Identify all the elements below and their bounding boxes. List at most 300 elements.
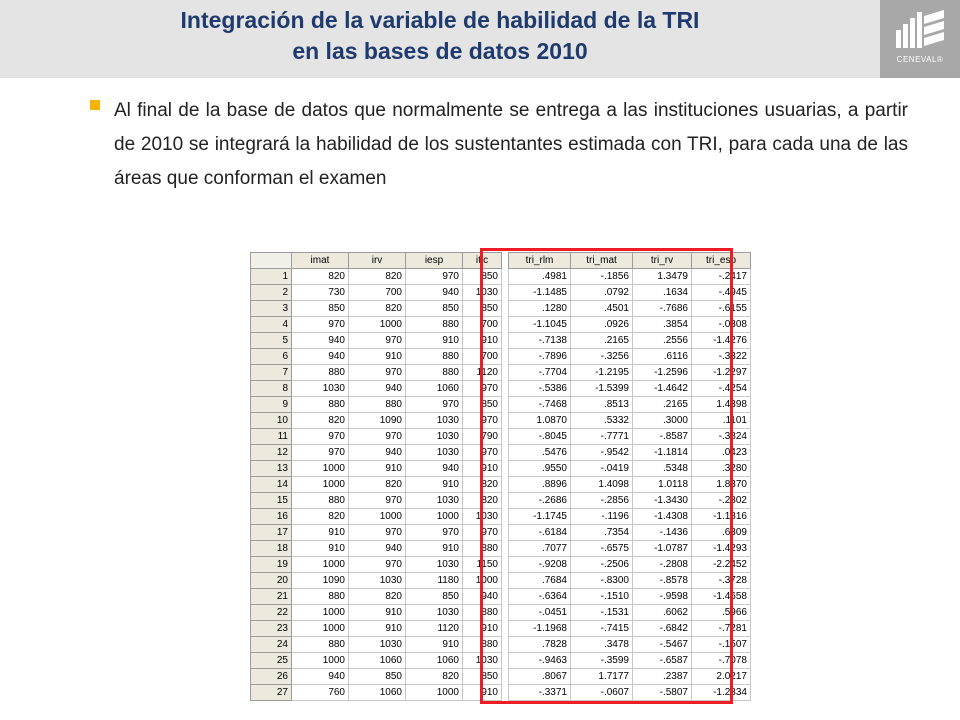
cell-tri-rlm[interactable]: -1.1485: [509, 285, 571, 301]
row-number[interactable]: 12: [251, 445, 292, 461]
table-row: [251, 653, 751, 669]
column-gap: [502, 365, 509, 381]
cell-irv[interactable]: 910: [349, 461, 406, 477]
cell-imat[interactable]: 880: [292, 397, 349, 413]
column-gap: [502, 621, 509, 637]
cell-tri-rlm[interactable]: -.6364: [509, 589, 571, 605]
cell-iesp[interactable]: 1030: [406, 493, 463, 509]
cell-tri-rv[interactable]: -.8587: [633, 429, 692, 445]
cell-tri-rv[interactable]: .3000: [633, 413, 692, 429]
cell-tri-rlm[interactable]: .4981: [509, 269, 571, 285]
cell-tri-rv[interactable]: -.5807: [633, 685, 692, 701]
corner-cell: [251, 253, 292, 269]
cell-imat[interactable]: 910: [292, 525, 349, 541]
cell-iesp[interactable]: 1030: [406, 445, 463, 461]
row-number[interactable]: 10: [251, 413, 292, 429]
cell-iesp[interactable]: 940: [406, 285, 463, 301]
cell-irv[interactable]: 880: [349, 397, 406, 413]
cell-tri-rv[interactable]: .5348: [633, 461, 692, 477]
cell-tri-rlm[interactable]: .1280: [509, 301, 571, 317]
cell-itic[interactable]: 1030: [463, 509, 502, 525]
cell-tri-mat[interactable]: -.7415: [571, 621, 633, 637]
cell-tri-rv[interactable]: -.5467: [633, 637, 692, 653]
cell-tri-rlm[interactable]: -.7704: [509, 365, 571, 381]
cell-imat[interactable]: 910: [292, 541, 349, 557]
cell-iesp[interactable]: 880: [406, 317, 463, 333]
cell-iesp[interactable]: 1030: [406, 413, 463, 429]
cell-tri-rv[interactable]: .3854: [633, 317, 692, 333]
cell-iesp[interactable]: 970: [406, 397, 463, 413]
cell-imat[interactable]: 1090: [292, 573, 349, 589]
cell-tri-rv[interactable]: -1.3430: [633, 493, 692, 509]
column-gap: [502, 461, 509, 477]
cell-imat[interactable]: 1030: [292, 381, 349, 397]
cell-iesp[interactable]: 910: [406, 333, 463, 349]
cell-iesp[interactable]: 970: [406, 525, 463, 541]
cell-tri-rv[interactable]: .2387: [633, 669, 692, 685]
cell-tri-esp[interactable]: .3280: [692, 461, 751, 477]
cell-tri-rlm[interactable]: -1.1968: [509, 621, 571, 637]
column-gap: [502, 429, 509, 445]
cell-iesp[interactable]: 880: [406, 349, 463, 365]
cell-irv[interactable]: 700: [349, 285, 406, 301]
cell-irv[interactable]: 850: [349, 669, 406, 685]
cell-tri-rlm[interactable]: -.6184: [509, 525, 571, 541]
cell-tri-mat[interactable]: .8513: [571, 397, 633, 413]
cell-iesp[interactable]: 910: [406, 477, 463, 493]
cell-tri-rv[interactable]: -1.0787: [633, 541, 692, 557]
cell-irv[interactable]: 970: [349, 429, 406, 445]
column-gap: [502, 653, 509, 669]
row-number[interactable]: 8: [251, 381, 292, 397]
row-number[interactable]: 2: [251, 285, 292, 301]
cell-itic[interactable]: 1030: [463, 285, 502, 301]
cell-tri-mat[interactable]: -.3256: [571, 349, 633, 365]
col-header-iesp[interactable]: iesp: [406, 253, 463, 269]
cell-tri-rlm[interactable]: .7828: [509, 637, 571, 653]
table-body: [251, 269, 751, 701]
cell-irv[interactable]: 970: [349, 525, 406, 541]
cell-tri-rlm[interactable]: -.8045: [509, 429, 571, 445]
cell-tri-rv[interactable]: -.7686: [633, 301, 692, 317]
cell-itic[interactable]: 850: [463, 301, 502, 317]
ceneval-logo: [880, 0, 960, 78]
cell-tri-esp[interactable]: .1101: [692, 413, 751, 429]
cell-iesp[interactable]: 910: [406, 541, 463, 557]
cell-tri-mat[interactable]: .2165: [571, 333, 633, 349]
cell-tri-rlm[interactable]: -.2686: [509, 493, 571, 509]
row-number[interactable]: 18: [251, 541, 292, 557]
cell-iesp[interactable]: 1120: [406, 621, 463, 637]
cell-imat[interactable]: 730: [292, 285, 349, 301]
row-number[interactable]: 11: [251, 429, 292, 445]
body-paragraph: Al final de la base de datos que normalmente se entrega a las instituciones usuarias, a partir de 2010 se integrará la habilidad de los sustentantes estimada con TRI, para cada una de las áreas que conforman el examen: [114, 100, 908, 189]
cell-itic[interactable]: 1120: [463, 365, 502, 381]
cell-iesp[interactable]: 1030: [406, 557, 463, 573]
ceneval-logo-icon: [894, 8, 946, 54]
column-gap: [502, 413, 509, 429]
column-gap: [502, 477, 509, 493]
row-number[interactable]: 15: [251, 493, 292, 509]
table-row: [251, 477, 751, 493]
col-header-tri-rlm[interactable]: tri_rlm: [509, 253, 571, 269]
cell-tri-mat[interactable]: -.9542: [571, 445, 633, 461]
cell-imat[interactable]: 880: [292, 493, 349, 509]
cell-irv[interactable]: 1060: [349, 653, 406, 669]
cell-tri-esp[interactable]: -.0308: [692, 317, 751, 333]
cell-tri-rlm[interactable]: .5476: [509, 445, 571, 461]
cell-itic[interactable]: 880: [463, 605, 502, 621]
cell-itic[interactable]: 970: [463, 525, 502, 541]
cell-irv[interactable]: 910: [349, 605, 406, 621]
cell-tri-rv[interactable]: -.6587: [633, 653, 692, 669]
table-row: [251, 509, 751, 525]
cell-tri-rv[interactable]: .2556: [633, 333, 692, 349]
row-number[interactable]: 7: [251, 365, 292, 381]
column-gap: [502, 445, 509, 461]
table-row: [251, 333, 751, 349]
data-table: [250, 252, 751, 701]
ceneval-logo-text: CENEVAL®: [896, 55, 944, 64]
cell-iesp[interactable]: 880: [406, 365, 463, 381]
cell-tri-esp[interactable]: 2.0217: [692, 669, 751, 685]
cell-itic[interactable]: 850: [463, 269, 502, 285]
cell-imat[interactable]: 760: [292, 685, 349, 701]
cell-tri-esp[interactable]: 1.4398: [692, 397, 751, 413]
cell-irv[interactable]: 940: [349, 381, 406, 397]
cell-itic[interactable]: 850: [463, 397, 502, 413]
cell-itic[interactable]: 970: [463, 445, 502, 461]
cell-tri-mat[interactable]: 1.4098: [571, 477, 633, 493]
cell-irv[interactable]: 970: [349, 493, 406, 509]
cell-irv[interactable]: 970: [349, 365, 406, 381]
cell-tri-mat[interactable]: .0792: [571, 285, 633, 301]
cell-itic[interactable]: 880: [463, 637, 502, 653]
cell-tri-mat[interactable]: .3478: [571, 637, 633, 653]
cell-tri-esp[interactable]: -.3322: [692, 349, 751, 365]
cell-imat[interactable]: 1000: [292, 621, 349, 637]
row-number[interactable]: 23: [251, 621, 292, 637]
column-gap: [502, 573, 509, 589]
cell-imat[interactable]: 820: [292, 509, 349, 525]
column-gap: [502, 685, 509, 701]
table-row: [251, 557, 751, 573]
row-number[interactable]: 22: [251, 605, 292, 621]
cell-tri-esp[interactable]: -1.1816: [692, 509, 751, 525]
column-gap: [502, 317, 509, 333]
cell-tri-rv[interactable]: -1.4308: [633, 509, 692, 525]
cell-iesp[interactable]: 1000: [406, 685, 463, 701]
cell-tri-esp[interactable]: -.1507: [692, 637, 751, 653]
cell-tri-esp[interactable]: -.7281: [692, 621, 751, 637]
cell-itic[interactable]: 790: [463, 429, 502, 445]
col-header-tri-mat[interactable]: tri_mat: [571, 253, 633, 269]
cell-irv[interactable]: 820: [349, 301, 406, 317]
cell-imat[interactable]: 1000: [292, 557, 349, 573]
table-row: [251, 685, 751, 701]
cell-tri-esp[interactable]: -.3824: [692, 429, 751, 445]
col-header-imat[interactable]: imat: [292, 253, 349, 269]
cell-itic[interactable]: 700: [463, 317, 502, 333]
cell-imat[interactable]: 970: [292, 445, 349, 461]
cell-tri-esp[interactable]: -.6155: [692, 301, 751, 317]
cell-tri-rv[interactable]: .2165: [633, 397, 692, 413]
cell-tri-rlm[interactable]: -1.1045: [509, 317, 571, 333]
row-number[interactable]: 6: [251, 349, 292, 365]
cell-tri-esp[interactable]: -2.2452: [692, 557, 751, 573]
cell-tri-mat[interactable]: -.1510: [571, 589, 633, 605]
table-row: [251, 637, 751, 653]
cell-tri-mat[interactable]: -.2506: [571, 557, 633, 573]
cell-itic[interactable]: 1000: [463, 573, 502, 589]
cell-imat[interactable]: 880: [292, 589, 349, 605]
cell-tri-mat[interactable]: -.0419: [571, 461, 633, 477]
table-row: [251, 381, 751, 397]
cell-irv[interactable]: 820: [349, 477, 406, 493]
table-row: [251, 365, 751, 381]
cell-iesp[interactable]: 1030: [406, 429, 463, 445]
col-header-itic[interactable]: itic: [463, 253, 502, 269]
cell-irv[interactable]: 940: [349, 445, 406, 461]
cell-tri-esp[interactable]: -1.4658: [692, 589, 751, 605]
row-number[interactable]: 16: [251, 509, 292, 525]
cell-imat[interactable]: 940: [292, 349, 349, 365]
cell-tri-rlm[interactable]: -.5386: [509, 381, 571, 397]
table-row: [251, 573, 751, 589]
table-row: [251, 541, 751, 557]
cell-tri-mat[interactable]: -.7771: [571, 429, 633, 445]
cell-imat[interactable]: 880: [292, 365, 349, 381]
cell-tri-esp[interactable]: .0423: [692, 445, 751, 461]
column-gap: [502, 397, 509, 413]
row-number[interactable]: 26: [251, 669, 292, 685]
cell-tri-esp[interactable]: .6309: [692, 525, 751, 541]
cell-tri-rlm[interactable]: -.7468: [509, 397, 571, 413]
row-number[interactable]: 21: [251, 589, 292, 605]
cell-itic[interactable]: 910: [463, 461, 502, 477]
cell-tri-rv[interactable]: 1.0118: [633, 477, 692, 493]
column-gap: [502, 541, 509, 557]
cell-imat[interactable]: 1000: [292, 461, 349, 477]
cell-tri-rlm[interactable]: .8896: [509, 477, 571, 493]
table-row: [251, 525, 751, 541]
cell-tri-rv[interactable]: -.8578: [633, 573, 692, 589]
cell-tri-rlm[interactable]: -.0451: [509, 605, 571, 621]
cell-itic[interactable]: 850: [463, 669, 502, 685]
cell-tri-rlm[interactable]: -1.1745: [509, 509, 571, 525]
cell-imat[interactable]: 970: [292, 317, 349, 333]
cell-itic[interactable]: 940: [463, 589, 502, 605]
cell-tri-mat[interactable]: .4501: [571, 301, 633, 317]
cell-iesp[interactable]: 1060: [406, 381, 463, 397]
cell-tri-mat[interactable]: -1.5399: [571, 381, 633, 397]
cell-irv[interactable]: 1030: [349, 573, 406, 589]
cell-itic[interactable]: 820: [463, 477, 502, 493]
cell-tri-rv[interactable]: 1.3479: [633, 269, 692, 285]
row-number[interactable]: 27: [251, 685, 292, 701]
cell-tri-mat[interactable]: -.3599: [571, 653, 633, 669]
cell-tri-esp[interactable]: -.4254: [692, 381, 751, 397]
cell-itic[interactable]: 910: [463, 621, 502, 637]
cell-tri-esp[interactable]: -.3728: [692, 573, 751, 589]
row-number[interactable]: 5: [251, 333, 292, 349]
cell-imat[interactable]: 1000: [292, 605, 349, 621]
cell-tri-mat[interactable]: .7354: [571, 525, 633, 541]
cell-irv[interactable]: 1090: [349, 413, 406, 429]
cell-itic[interactable]: 1150: [463, 557, 502, 573]
cell-tri-mat[interactable]: 1.7177: [571, 669, 633, 685]
row-number[interactable]: 19: [251, 557, 292, 573]
cell-tri-rv[interactable]: -.6842: [633, 621, 692, 637]
cell-tri-mat[interactable]: -.0607: [571, 685, 633, 701]
cell-imat[interactable]: 970: [292, 429, 349, 445]
cell-tri-rlm[interactable]: .8067: [509, 669, 571, 685]
column-gap: [502, 253, 509, 269]
data-grid: [250, 252, 751, 701]
cell-tri-esp[interactable]: -.4945: [692, 285, 751, 301]
cell-tri-mat[interactable]: -.1196: [571, 509, 633, 525]
cell-tri-esp[interactable]: 1.8370: [692, 477, 751, 493]
cell-tri-mat[interactable]: -.8300: [571, 573, 633, 589]
cell-tri-rlm[interactable]: 1.0870: [509, 413, 571, 429]
slide-title-line-2: en las bases de datos 2010: [292, 38, 588, 64]
cell-irv[interactable]: 820: [349, 589, 406, 605]
cell-irv[interactable]: 1060: [349, 685, 406, 701]
cell-itic[interactable]: 910: [463, 685, 502, 701]
cell-tri-esp[interactable]: -1.4293: [692, 541, 751, 557]
table-row: [251, 301, 751, 317]
cell-imat[interactable]: 940: [292, 333, 349, 349]
column-gap: [502, 349, 509, 365]
table-row: [251, 397, 751, 413]
row-number[interactable]: 4: [251, 317, 292, 333]
cell-imat[interactable]: 1000: [292, 653, 349, 669]
row-number[interactable]: 24: [251, 637, 292, 653]
row-number[interactable]: 17: [251, 525, 292, 541]
cell-itic[interactable]: 970: [463, 413, 502, 429]
cell-irv[interactable]: 910: [349, 621, 406, 637]
cell-itic[interactable]: 880: [463, 541, 502, 557]
cell-itic[interactable]: 910: [463, 333, 502, 349]
table-row: [251, 669, 751, 685]
cell-tri-mat[interactable]: .0926: [571, 317, 633, 333]
cell-itic[interactable]: 700: [463, 349, 502, 365]
row-number[interactable]: 13: [251, 461, 292, 477]
cell-irv[interactable]: 940: [349, 541, 406, 557]
column-gap: [502, 557, 509, 573]
cell-irv[interactable]: 1030: [349, 637, 406, 653]
cell-tri-esp[interactable]: -1.2297: [692, 365, 751, 381]
table-row: [251, 413, 751, 429]
cell-tri-rv[interactable]: -1.4642: [633, 381, 692, 397]
cell-tri-rv[interactable]: .1634: [633, 285, 692, 301]
column-gap: [502, 381, 509, 397]
table-row: [251, 269, 751, 285]
cell-itic[interactable]: 970: [463, 381, 502, 397]
cell-iesp[interactable]: 1000: [406, 509, 463, 525]
cell-tri-mat[interactable]: -.2856: [571, 493, 633, 509]
row-number[interactable]: 9: [251, 397, 292, 413]
cell-tri-rv[interactable]: .6062: [633, 605, 692, 621]
cell-tri-rv[interactable]: .6116: [633, 349, 692, 365]
cell-tri-esp[interactable]: -1.2834: [692, 685, 751, 701]
col-header-tri-esp[interactable]: tri_esp: [692, 253, 751, 269]
bullet-square-icon: [90, 100, 100, 110]
cell-itic[interactable]: 820: [463, 493, 502, 509]
cell-itic[interactable]: 1030: [463, 653, 502, 669]
cell-iesp[interactable]: 1060: [406, 653, 463, 669]
slide-title: [0, 5, 880, 67]
cell-iesp[interactable]: 850: [406, 301, 463, 317]
cell-tri-rlm[interactable]: -.9463: [509, 653, 571, 669]
cell-irv[interactable]: 910: [349, 349, 406, 365]
row-number[interactable]: 14: [251, 477, 292, 493]
cell-iesp[interactable]: 940: [406, 461, 463, 477]
cell-tri-rv[interactable]: -1.2596: [633, 365, 692, 381]
cell-tri-rv[interactable]: -.9598: [633, 589, 692, 605]
cell-tri-esp[interactable]: .5966: [692, 605, 751, 621]
cell-tri-rv[interactable]: -.1436: [633, 525, 692, 541]
cell-tri-mat[interactable]: .5332: [571, 413, 633, 429]
cell-imat[interactable]: 880: [292, 637, 349, 653]
cell-iesp[interactable]: 1180: [406, 573, 463, 589]
cell-tri-mat[interactable]: -.1531: [571, 605, 633, 621]
cell-tri-rlm[interactable]: .9550: [509, 461, 571, 477]
cell-tri-mat[interactable]: -1.2195: [571, 365, 633, 381]
cell-imat[interactable]: 820: [292, 269, 349, 285]
cell-iesp[interactable]: 1030: [406, 605, 463, 621]
cell-irv[interactable]: 970: [349, 557, 406, 573]
row-number[interactable]: 1: [251, 269, 292, 285]
table-row: [251, 429, 751, 445]
cell-tri-mat[interactable]: -.1856: [571, 269, 633, 285]
cell-iesp[interactable]: 820: [406, 669, 463, 685]
cell-tri-esp[interactable]: -.2802: [692, 493, 751, 509]
col-header-tri-rv[interactable]: tri_rv: [633, 253, 692, 269]
row-number[interactable]: 25: [251, 653, 292, 669]
cell-tri-rlm[interactable]: -.9208: [509, 557, 571, 573]
cell-tri-rlm[interactable]: -.7138: [509, 333, 571, 349]
title-bar: [0, 0, 880, 78]
cell-tri-esp[interactable]: -.7078: [692, 653, 751, 669]
cell-tri-rlm[interactable]: -.3371: [509, 685, 571, 701]
cell-irv[interactable]: 820: [349, 269, 406, 285]
cell-imat[interactable]: 940: [292, 669, 349, 685]
cell-tri-esp[interactable]: -1.4276: [692, 333, 751, 349]
cell-imat[interactable]: 1000: [292, 477, 349, 493]
column-gap: [502, 285, 509, 301]
cell-tri-rlm[interactable]: .7684: [509, 573, 571, 589]
cell-imat[interactable]: 820: [292, 413, 349, 429]
cell-tri-rv[interactable]: -.2808: [633, 557, 692, 573]
cell-irv[interactable]: 1000: [349, 509, 406, 525]
cell-tri-esp[interactable]: -.2417: [692, 269, 751, 285]
cell-irv[interactable]: 1000: [349, 317, 406, 333]
col-header-irv[interactable]: irv: [349, 253, 406, 269]
row-number[interactable]: 20: [251, 573, 292, 589]
cell-iesp[interactable]: 850: [406, 589, 463, 605]
cell-iesp[interactable]: 970: [406, 269, 463, 285]
cell-irv[interactable]: 970: [349, 333, 406, 349]
cell-tri-mat[interactable]: -.6575: [571, 541, 633, 557]
table-row: [251, 493, 751, 509]
cell-iesp[interactable]: 910: [406, 637, 463, 653]
row-number[interactable]: 3: [251, 301, 292, 317]
cell-imat[interactable]: 850: [292, 301, 349, 317]
cell-tri-rlm[interactable]: -.7896: [509, 349, 571, 365]
cell-tri-rv[interactable]: -1.1814: [633, 445, 692, 461]
cell-tri-rlm[interactable]: .7077: [509, 541, 571, 557]
